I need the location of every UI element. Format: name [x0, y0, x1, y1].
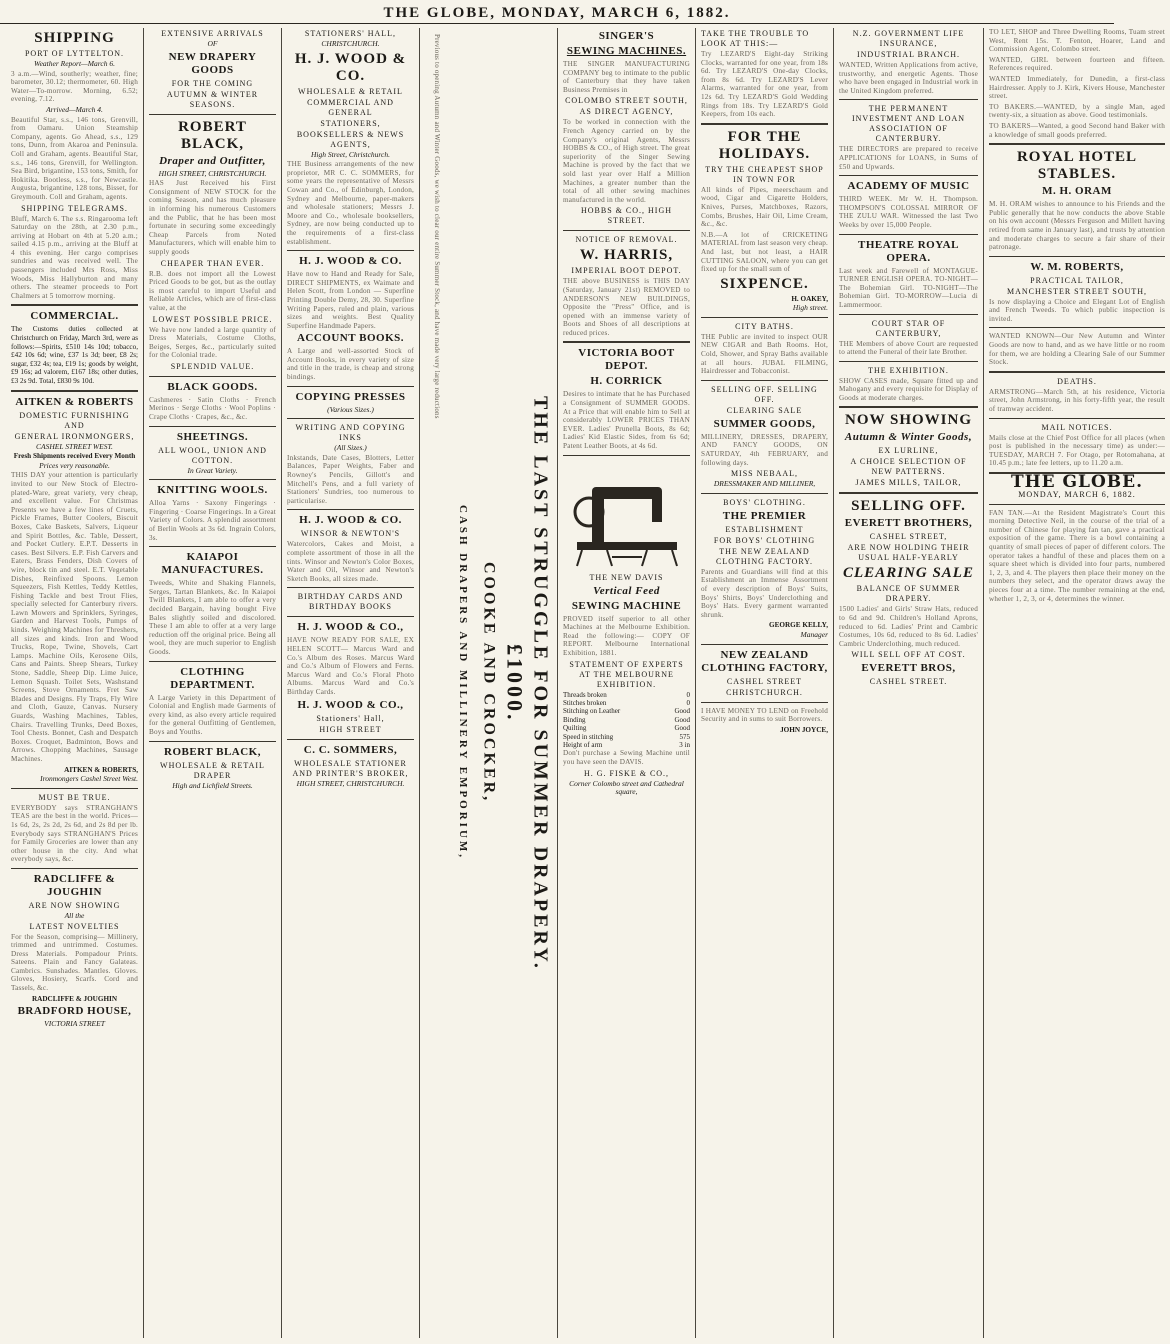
aitken-address: CASHEL STREET WEST. [36, 441, 113, 451]
aitken-subheading: DOMESTIC FURNISHING AND [19, 410, 130, 430]
fiske-signature: H. G. FISKE & CO., [583, 768, 670, 778]
nz-govt-insurance: N.Z. GOVERNMENT LIFE INSURANCE, [852, 29, 965, 48]
wanted-ad: WANTED Immediately, for Dunedin, a first-class Hairdresser. Apply to J. Kirk, Kivers House, Manchester street. [989, 74, 1165, 101]
industrial-branch: INDUSTRIAL BRANCH. [856, 50, 961, 59]
mail-text: Mails close at the Chief Post Office for all places (when post is published in the necessary time) as under:— TUESDAY, MARCH 7. For Otago, per Rotomahana, at 10.45 p.m.; late fee letters, up to 11.20 a.m. [989, 433, 1165, 468]
choice-selection: A CHOICE SELECTION OF NEW PATTERNS. [850, 457, 967, 477]
robert-black-body: R.B. does not import all the Lowest Priced Goods to be got, but as the outlay is most careful to import Useful and Reliable Articles, which are of first-class value, at the [149, 269, 276, 312]
newspaper-masthead [0, 0, 1114, 24]
stationers-hall: STATIONERS' HALL, [304, 29, 397, 38]
oakey-signature: H. OAKEY, [791, 294, 828, 303]
will-sell: WILL SELL OFF AT COST. [851, 650, 966, 660]
must-be-true-heading: MUST BE TRUE. [38, 792, 111, 802]
cheaper-than-ever: CHEAPER THAN EVER. [160, 258, 265, 268]
statement-experts: STATEMENT OF EXPERTS AT THE MELBOURNE EXHIBITION. [569, 659, 684, 689]
weather-report: Weather Report—March 6. [34, 59, 115, 68]
commercial-text: The Customs duties collected at Christchurch on Friday, March 3rd, were as follows:—Spirits, £510 14s 10d; tobacco, £42 10s 6d; wine, £37 1s 3d; beer, £8 2s; sugar, £32 4s; tea, £19 1s; goods by weight, £9 16s; ad valorem, £167 18s; other duties, £3 2s 9d. Total, £830 9s 10d. [11, 325, 138, 385]
wanted-ad: WANTED, GIRL between fourteen and fifteen. References required. [989, 55, 1165, 73]
column-wanted [984, 28, 1170, 1338]
high-lichfield: High and Lichfield Streets. [172, 780, 253, 790]
radcliffe-showing: ARE NOW SHOWING [28, 900, 121, 910]
wholesale-printer: WHOLESALE STATIONER AND PRINTER'S BROKER, [292, 758, 409, 778]
shipping-telegrams-heading: SHIPPING TELEGRAMS. [21, 203, 128, 213]
corrick-text: Desires to intimate that he has Purchased a Consignment of SUMMER GOODS. At a Price that will enable him to Sell at considerably LOWER PRICES THAN EVER. Ladies' Prunella Boots, 8s 6d; Ladies' Kid Elastic Sides, from 6s 6d; Patent Leather Boots, at 4s 6d. [563, 390, 690, 451]
cashel-7: CASHEL STREET, [869, 532, 948, 542]
column-shipping [6, 28, 144, 1338]
take-trouble: TAKE THE TROUBLE TO LOOK AT THIS:— [701, 29, 810, 48]
ex-lurline: EX LURLINE, [878, 446, 939, 456]
radcliffe-novelties: LATEST NOVELTIES [29, 921, 120, 931]
hj-wood-address: High Street, Christchurch. [310, 149, 391, 159]
sewing-machines-heading: SEWING MACHINES. [566, 45, 687, 57]
inks-text: Inkstands, Date Cases, Blotters, Letter Balances, Paper Weights, Faber and Rowney's Pencils, Gillott's and Mitchell's Pens, and a full variety of Stationers' Sundries, too numerous to particularise. [287, 453, 414, 505]
permanent-text: THE DIRECTORS are prepared to receive APPLICATIONS for LOANS, in Sums of £50 and Upwards. [839, 145, 978, 171]
christchurch-text: CHRISTCHURCH. [321, 39, 380, 48]
harris-text: THE above BUSINESS is THIS DAY (Saturday, January 21st) REMOVED to ANDERSON'S NEW BUILDINGS, Opposite the "Press" Office, and is opened with an immense variety of Boots and Shoes of all descriptions at reduced prices. [563, 277, 690, 337]
column-holidays [696, 28, 834, 1338]
imperial-boot: IMPERIAL BOOT DEPOT. [571, 266, 682, 276]
robert-black-signature: ROBERT BLACK, [164, 745, 261, 758]
copying-heading: COPYING PRESSES [295, 390, 406, 403]
court-star: COURT STAR OF CANTERBURY, [871, 318, 946, 338]
new-drapery-heading: NEW DRAPERY GOODS [168, 50, 257, 76]
half-yearly: ARE NOW HOLDING THEIR USUAL HALF-YEARLY [847, 543, 970, 563]
masthead-title: THE GLOBE, MONDAY, MARCH 6, 1882. [383, 5, 731, 21]
stationers-text: STATIONERS, [320, 118, 381, 128]
james-mills: JAMES MILLS, TAILOR, [855, 478, 962, 488]
theatre-text: Last week and Farewell of MONTAGUE-TURNER ENGLISH OPERA. TO-NIGHT—The Bohemian Girl. TO-NIGHT—The Bohemian Girl. TO-MORROW—Lucia di Lammermoor. [839, 266, 978, 309]
manager: Manager [800, 629, 828, 639]
h-corrick: H. CORRICK [590, 375, 663, 388]
price-1000: £1000. [502, 643, 528, 723]
notice-removal: NOTICE OF REMOVAL. [575, 235, 678, 245]
hj-wood-heading-3: H. J. WOOD & CO. [299, 514, 402, 527]
selling-off-7: SELLING OFF. [851, 498, 966, 515]
wanted-ad: WANTED KNOWN—Our New Autumn and Winter Goods are now to hand, and as we have little or no room for them, we are holding a Clearing Sale of our Summer Stock. [989, 332, 1165, 367]
black-goods-heading: BLACK GOODS. [167, 380, 258, 393]
lowest-price: LOWEST POSSIBLE PRICE. [152, 314, 273, 324]
high-street-address: HIGH STREET, CHRISTCHURCH. [158, 168, 267, 178]
hj-wood-stock: Have now to Hand and Ready for Sale, DIRECT SHIPMENTS, ex Waimate and Helen Scott, from London — Superfine Printing Double Demy, 28, 30. Superfine Writing Papers, ruled and plain, various sizes and weights. Best Quality Superfine Handmade Papers. [287, 270, 414, 330]
last-struggle: THE LAST STRUGGLE FOR SUMMER DRAPERY. [529, 395, 552, 971]
clearing-text: MILLINERY, DRESSES, DRAPERY, AND FANCY GOODS, ON SATURDAY, 4th FEBRUARY, and following days. [701, 432, 828, 467]
column-insurance [834, 28, 984, 1338]
all-sizes: (All Sizes.) [334, 443, 367, 453]
city-baths: CITY BATHS. [735, 321, 794, 331]
cc-sommers: C. C. SOMMERS, [303, 743, 398, 756]
prices-note: Prices very reasonable. [39, 460, 110, 470]
kaiapoi-text: Tweeds, White and Shaking Flannels, Serges, Tartan Blankets, &c. In Kaiapoi Twill Blankets, I am able to offer a very decided Bargain, having bought Five Bales slightly soiled and discolored. These I am able to offer at a very large reduction off the original price. Being all wool, they are much superior to English Goods. [149, 579, 276, 656]
john-joyce: JOHN JOYCE, [780, 725, 828, 734]
aitken-subheading-2: GENERAL IRONMONGERS, [14, 431, 135, 441]
fresh-shipments: Fresh Shipments received Every Month [13, 452, 136, 461]
splendid-value: SPLENDID VALUE. [170, 361, 255, 371]
radcliffe-all-the: All the [64, 910, 85, 920]
lezard-list: Try LEZARD'S Eight-day Striking Clocks, warranted for one year, from 18s 6d. Try LEZARD'S One-day Clocks, from 8s 6d. Try LEZARD'S Lever Alarms, warranted for one year, from 12s 6d. Try LEZARD'S Gold Wedding Rings from 18s. Try LEZARD'S Gold Keepers, from 10s each. [701, 50, 828, 119]
for-coming: FOR THE COMING [171, 78, 254, 88]
balance-summer: BALANCE OF SUMMER DRAPERY. [856, 584, 961, 604]
cashel-street-6: CASHEL STREET [726, 676, 803, 686]
selling-off-6: SELLING OFF. SELLING OFF. [711, 384, 818, 404]
vertical-fine-print: Previous to opening Autumn and Winter Goods, we wish to clear our entire Summer Stock, and have made very large reductions [433, 34, 442, 419]
shipping-text: 3 a.m.—Wind, southerly; weather, fine; barometer, 30.12; thermometer, 60. High Water—To-morrow. Morning, 6.52; evening, 7.12. [11, 69, 138, 104]
hj-wood-intro: THE Business arrangements of the new proprietor, MR C. C. SOMMERS, for some years the representative of Messrs Cowan and Co., of Edinburgh, London, Sydney and Melbourne, paper-makers and wholesale stationers; Messrs J. Moore and Co., wholesale booksellers, Sydney, are now being conducted up to the requirements of a first-class establishment. [287, 160, 414, 246]
everett-heading: EVERETT BROTHERS, [844, 517, 973, 530]
exhibition-text: SHOW CASES made, Square fitted up and Mahogany and every requisite for Display of Goods at moderate charges. [839, 376, 978, 402]
nz-clothing-text: Parents and Guardians will find at this Establishment an Immense Assortment of every description of Boys' Suits, Boys' Shirts, Boys' Underclothing and Boys' Hats. Every garment warranted shrunk. [701, 567, 828, 619]
premier: THE PREMIER [722, 509, 807, 522]
commercial-general: COMMERCIAL AND GENERAL [307, 97, 394, 117]
great-variety: In Great Variety. [187, 465, 238, 475]
baths-text: THE Public are invited to inspect OUR NEW CIGAR and Bath Rooms. Hot, Cold, Shower, and Spray Baths available at all hours. JUBAL FILMING, Hairdresser and Tobacconist. [701, 332, 828, 376]
column-singer [558, 28, 696, 1338]
kaiapoi-heading: KAIAPOI MANUFACTURES. [161, 551, 264, 577]
mh-oram: M. H. ORAM [1042, 185, 1112, 198]
davis-text: PROVED itself superior to all other Machines at the Melbourne Exhibition. Read the following:— COPY OF REPORT. Melbourne International Exhibition, 1881. [563, 614, 690, 657]
academy-text: THIRD WEEK. Mr W. H. Thompson. THOMPSON'S COLOSSAL MIRROR OF THE ZULU WAR. Witnessed the last Two Weeks by over 15,000 People. [839, 195, 978, 229]
telegrams-text: Bluff, March 6. The s.s. Ringarooma left Saturday on the 28th, at 2.30 p.m., arriving at Hobart on 4th at 5.20 a.m.; sailed 4.15 p.m., arriving at the Bluff at 4 this evening. Her cargo comprises sundries and was received well. The passengers included Mrs Ross, Miss Woods, Miss Hallyburton and many others. The steamer proceeds to Port Chalmers at 5 tomorrow morning. [11, 214, 138, 300]
davis-footer: Don't purchase a Sewing Machine until you have seen the DAVIS. [563, 749, 690, 767]
account-books-text: A Large and well-assorted Stock of Account Books, in every variety of size and title in the trade, is cheap and strong bindings. [287, 347, 414, 382]
radcliffe-list: For the Season, comprising— Millinery, trimmed and untrimmed. Costumes. Dress Materials. Pompadour Prints. Sateens. Plain and Fancy Galateas. Cambrics. Sunshades. Mantles. Gloves. Gloves, Hosiery, Scarfs. Cord and Tassels, &c. [11, 932, 138, 993]
sixpence: SIXPENCE. [720, 275, 809, 292]
now-showing: NOW SHOWING [845, 412, 972, 429]
clothing-text: A Large Variety in this Department of Colonial and English made Garments of every kind, as also every article required for the general Outfitting of Gentlemen, Boys and Youths. [149, 693, 276, 736]
arrivals-text: Beautiful Star, s.s., 146 tons, Grenvill, from Oamaru. Union Steamship Company, agents. Go Ahead, s.s., 129 tons, Dunn, from Akaroa and Peninsula. Coll and Graham, agents. Beautiful Star, s.s., 146 tons, Grenvill, for Wellington. Sea Bird, brigantine, 153 tons, Smith, for Hokitika. Bootless, s.s., for Newcastle. Augusta, brigantine, 128 tons, Bisset, for Greymouth. Coll and Graham, agents. [11, 115, 138, 201]
everett-list: 1500 Ladies' and Girls' Straw Hats, reduced to 6d and 9d. Children's Holland Aprons, reduced to 6d. Ladies' Print and Cambric Costumes, 10s 6d, reduced to 8s 6d. Ladies' Cambric Underclothing, much reduced. [839, 605, 978, 648]
miss-nebaal: MISS NEBAAL, [730, 469, 799, 479]
results-row: Height of arm 3 in [563, 741, 690, 750]
stationers-hall-2: Stationers' Hall, [316, 713, 385, 723]
booksellers-text: BOOKSELLERS & NEWS AGENTS, [296, 129, 405, 149]
new-davis: THE NEW DAVIS [589, 572, 664, 582]
davis-sewing-machine: SEWING MACHINE [571, 599, 682, 612]
singers-heading: SINGER'S [598, 30, 655, 42]
singer-agents: AS DIRECT AGENCY, [579, 107, 674, 117]
column-vertical-ad [420, 28, 558, 1338]
holidays-text: All kinds of Pipes, meerschaum and wood, Cigar and Cigarette Holders, Knives, Purses, Matchboxes, Razors, Combs, Brushes, Hair Oil, Lime Cream, &c., &c. [701, 185, 828, 229]
sewing-machine-illustration [567, 462, 687, 567]
aitken-heading: AITKEN & ROBERTS [15, 395, 134, 408]
exhibition: THE EXHIBITION. [868, 365, 949, 375]
court-text: THE Members of above Court are requested to attend the Funeral of their late Brother. [839, 339, 978, 357]
wholesale-retail: WHOLESALE & RETAIL [298, 86, 403, 96]
manchester-south: MANCHESTER STREET SOUTH, [1006, 286, 1148, 296]
oakey-address: High street. [792, 303, 828, 313]
results-row: Stitches broken 0 [563, 699, 690, 707]
boys-clothing: BOYS' CLOTHING. [723, 497, 806, 507]
writing-inks: WRITING AND COPYING INKS [295, 423, 406, 443]
winsor-text: Watercolors, Cakes and Moist, a complete assortment of those in all the tints. Winsor and Newton's Color Boxes, Water and Oil, Winsor and Newton's Sketch Books, all sizes made. [287, 540, 414, 583]
arrived-heading: Arrived—March 4. [46, 104, 103, 114]
george-kelly: GEORGE KELLY, [769, 621, 828, 630]
hj-wood-signature: H. J. WOOD & CO., [297, 621, 404, 634]
all-wool: ALL WOOL, UNION AND COTTON. [158, 445, 267, 465]
radcliffe-heading: RADCLIFFE & JOUGHIN [33, 872, 116, 898]
birthday-cards: BIRTHDAY CARDS AND BIRTHDAY BOOKS [297, 592, 404, 612]
permanent-investment: THE PERMANENT INVESTMENT AND LOAN ASSOCIATION OF CANTERBURY. [851, 104, 966, 144]
have-money: I HAVE MONEY TO LEND on Freehold Security and in sums to suit Borrowers. [701, 706, 828, 724]
robert-black-body-2: We have now landed a large quantity of Dress Materials, Costume Cloths, Beiges, Serges, &c., particularly suited for the Colonial trade. [149, 325, 276, 360]
radcliffe-signature: RADCLIFFE & JOUGHIN [31, 994, 118, 1003]
roberts-text: Is now displaying a Choice and Elegant Lot of English and French Tweeds. To which public inspection is invited. [989, 297, 1165, 323]
deaths: DEATHS. [1057, 376, 1097, 386]
christchurch-6: CHRISTCHURCH. [726, 687, 803, 697]
aitken-signature-sub: Ironmongers Cashel Street West. [40, 774, 138, 784]
singer-body: To be worked in connection with the French Agency carried on by the Company's original Agents, Messrs HOBBS & CO., of High street. The great superiority of the Singer Sewing Machine is proved by the fact that we sold last year over Half a Million Machines, a greater number than the total of all other sewing machines manufactured in the world. [563, 118, 690, 204]
editorial-text: FAN TAN.—At the Resident Magistrate's Court this morning Detective Neil, in the course of the trial of a number of Chinese for playing fan tan, gave a practical exposition of the game. There is a bowl containing a quantity of small pieces of paper of different colors. The operator takes a handful of these and places them on a square sheet which is divided into four parts, numbered 1, 2, 3, and 4. The players then place their money on the numbers they select, and the operator draws away the pieces four at a time. The number remaining at the end, whether 1, 2, 3, or 4, determines the winner. [989, 508, 1165, 603]
fiske-address: Corner Colombo street and Cathedral square, [569, 778, 684, 797]
mail-notices: MAIL NOTICES. [1041, 422, 1113, 432]
bradford-house: BRADFORD HOUSE, [17, 1005, 132, 1018]
column-stationers [282, 28, 420, 1338]
w-harris-heading: W. HARRIS, [579, 247, 674, 264]
victoria-street: VICTORIA STREET [44, 1019, 105, 1029]
cashel-signature: CASHEL STREET. [869, 677, 948, 687]
results-row: Stitching on Leather Good [563, 707, 690, 716]
results-row: Speed in stitching 575 [563, 732, 690, 741]
cooke-crocker: COOKE AND CROCKER, [480, 562, 498, 804]
knitting-heading: KNITTING WOOLS. [157, 484, 268, 497]
various-sizes: (Various Sizes.) [327, 404, 374, 414]
wholesale-retail-draper: WHOLESALE & RETAIL DRAPER [160, 760, 265, 780]
commercial-heading: COMMERCIAL. [30, 310, 119, 323]
insurance-text: WANTED, Written Applications from active, trustworthy, and energetic Agents. Those who have been engaged in Industrial work in the United Kingdom preferred. [839, 61, 978, 95]
academy-music: ACADEMY OF MUSIC [847, 180, 970, 193]
victoria-boot-heading: VICTORIA BOOT DEPOT. [578, 347, 675, 373]
high-street-cc: HIGH STREET, CHRISTCHURCH. [296, 778, 405, 788]
wm-roberts: W. M. ROBERTS, [1030, 260, 1124, 273]
must-be-true-text: EVERYBODY says STRANGHAN'S TEAS are the best in the world. Prices—1s 6d, 2s, 2s 2d, 2s 6d, and 2s 8d per lb. Everybody says STRANGHAN'S Prices for Family Groceries are lower than any other house in the city. And what everybody says, &c. [11, 803, 138, 864]
royal-hotel: ROYAL HOTEL STABLES. [1016, 149, 1138, 183]
wanted-ad: TO LET, SHOP and Three Dwelling Rooms, Tuam street West, Rent 15s. T. Fenton, Hoarer, Land and Commission Agent, Colombo street. [989, 28, 1165, 54]
results-row: Binding Good [563, 715, 690, 724]
the-globe: THE GLOBE. [1010, 472, 1144, 492]
hair-cutting: N.B.—A lot of CRICKETING MATERIAL from last season very cheap. And last, but not least, a HAIR CUTTING SALOON, where you can get fixed up for the small sum of [701, 230, 828, 274]
aitken-body: THIS DAY your attention is particularly invited to our New Stock of Electro-plated-Ware, great variety, very cheap, and excellent value. For Christmas Presents we have a few lines of Cruets, Pickle Frames, Butter Coolers, Biscuit Boxes, Cake Baskets, Salvers, Liqueur and Spirit Bottles, &c. Table, Dessert, and Pocket Cutlery. E.P.T. Desserts in cases. Best Silvers. E.P. Fish Carvers and Eaters, Brass Fenders, Dish Covers of wire, block tin and steel. E.T. Vegetable Dishes, Reinfixed Spoons. Lemon Squeezers, Fish Kettles, Teddy Kettles, Fishing Tackle and best Trout Flies, specially selected for Canterbury rivers. Lawn Mowers and Sprinklers, Syringes, Garden and Harvest Tools, Pumps of kinds. Weighing Machines for Threshers, all sizes and kinds. Iron and Wood Trucks, Rope, Twine, Shovels, Cart Lamps. Machine Oils, Kerosene Oils, Cans and Paints. Sheep Shears, Turkey Stone, Saddle, Sheep Dip. Lime Juice, Lemon Squash. Toilet Sets, Washstand Screens, Stove Ornaments. Fret Saw Blades and Designs. Fly Traps, Fly Wire and Cloth, Gauze, Canvas. Nursery Guards, Washing Machines, Tables, Chairs. Travelling Trunks, Deed Boxes, Tool Chests. Bonnet, Cash and Despatch Boxes. Croquet, Badminton, Bows and Arrows. Chopping Machines, Sausage Machines. [11, 471, 138, 763]
clothing-heading: CLOTHING DEPARTMENT. [170, 665, 255, 691]
cooke-crocker-sub: CASH DRAPERS AND MILLINERY EMPORIUM, [456, 505, 469, 861]
nz-factory: NEW ZEALAND CLOTHING FACTORY, [701, 648, 828, 674]
globe-date: MONDAY, MARCH 6, 1882. [1018, 489, 1136, 499]
results-row: Quilting Good [563, 724, 690, 733]
robert-black-heading: ROBERT BLACK, [178, 118, 247, 152]
try-cheapest: TRY THE CHEAPEST SHOP IN TOWN FOR [705, 164, 824, 184]
for-holidays: FOR THE HOLIDAYS. [718, 128, 811, 162]
wanted-ad: TO BAKERS.—WANTED, by a single Man, aged twenty-six, a situation as above. Good testimonials. [989, 102, 1165, 120]
singer-address: COLOMBO STREET SOUTH, [565, 96, 688, 106]
sheetings-heading: SHEETINGS. [176, 430, 249, 443]
hj-wood-heading: H. J. WOOD & CO. [294, 50, 407, 84]
hobbs-signature: HOBBS & CO., HIGH STREET. [580, 206, 672, 226]
port-subheading: PORT OF LYTTELTON. [24, 49, 125, 58]
winsor-newton: WINSOR & NEWTON'S [300, 529, 401, 539]
oram-text: M. H. ORAM wishes to announce to his Friends and the Public generally that he now conducts the above Stable on his own account (Messrs Ferguson and Millett having retired from same in January last), and trusts by attention and moderate charges to secure a fair share of their patronage. [989, 200, 1165, 252]
theatre-royal: THEATRE ROYAL OPERA. [858, 238, 959, 264]
deaths-text: ARMSTRONG—March 5th, at his residence, Victoria street, John Armstrong, in his forty-fifth year, the result of tramway accident. [989, 387, 1165, 414]
extensive-arrivals: EXTENSIVE ARRIVALS [161, 29, 264, 38]
autumn-winter-goods: Autumn & Winter Goods, [844, 431, 973, 444]
column-robert-black [144, 28, 282, 1338]
robert-black-intro: HAS Just Received his First Consignment of NEW STOCK for the coming Season, and has much pleasure in informing his numerous Customers and the Public, that he has been most fortunate in securing some exceedingly Cheap Parcels from Noted Manufacturers, which will enable him to supply goods [149, 179, 276, 256]
practical-tailor: PRACTICAL TAILOR, [1030, 275, 1124, 285]
singer-intro: THE SINGER MANUFACTURING COMPANY beg to intimate to the public of Canterbury that they have taken Business Premises in [563, 60, 690, 94]
knitting-list: Alloa Yarns · Saxony Fingerings · Fingering · Coarse Fingerings. In a Great Variety of Colors. A splendid assortment of Berlin Wools at 3s 6d. Ingrain Colors, 3s. [149, 499, 276, 542]
for-boys: FOR BOYS' CLOTHING [713, 535, 816, 545]
clearing-sale-7: CLEARING SALE [843, 565, 974, 582]
hj-wood-heading-2: H. J. WOOD & CO. [299, 255, 402, 268]
hj-wood-ready: HAVE NOW READY FOR SALE, EX HELEN SCOTT— Marcus Ward and Co.'s Album des Roses. Marcus Ward and Co.'s Album of Flowers and Ferns. Marcus Ward and Co.'s Floral Photo Albums. Marcus Ward and Co.'s Birthday Cards. [287, 636, 414, 696]
newspaper-page [6, 28, 1165, 1338]
high-street-2: HIGH STREET [319, 724, 382, 734]
vertical-feed: Vertical Feed [593, 584, 660, 597]
black-goods-list: Cashmeres · Satin Cloths · French Merinos · Serge Cloths · Wool Poplins · Crape Cloths · Crapes, &c., &c. [149, 395, 276, 422]
dressmaker: DRESSMAKER AND MILLINER, [713, 479, 816, 489]
shipping-heading: SHIPPING [34, 30, 115, 46]
hj-wood-signature-2: H. J. WOOD & CO., [297, 698, 404, 711]
clearing-sale-6: CLEARING SALE [726, 405, 803, 415]
establishment: ESTABLISHMENT [725, 524, 804, 534]
of-text: OF [207, 39, 218, 48]
aitken-signature: AITKEN & ROBERTS, [64, 765, 138, 774]
everett-signature: EVERETT BROS, [861, 662, 956, 675]
account-books-heading: ACCOUNT BOOKS. [296, 332, 405, 345]
draper-outfitter: Draper and Outfitter, [159, 154, 266, 167]
nz-clothing: THE NEW ZEALAND CLOTHING FACTORY. [715, 546, 813, 566]
results-row: Threads broken 0 [563, 690, 690, 699]
summer-goods: SUMMER GOODS, [713, 417, 816, 430]
wanted-ad: TO BAKERS—Wanted, a good Second hand Baker with a knowledge of small goods preferred. [989, 121, 1165, 139]
autumn-winter: AUTUMN & WINTER SEASONS. [166, 89, 259, 109]
